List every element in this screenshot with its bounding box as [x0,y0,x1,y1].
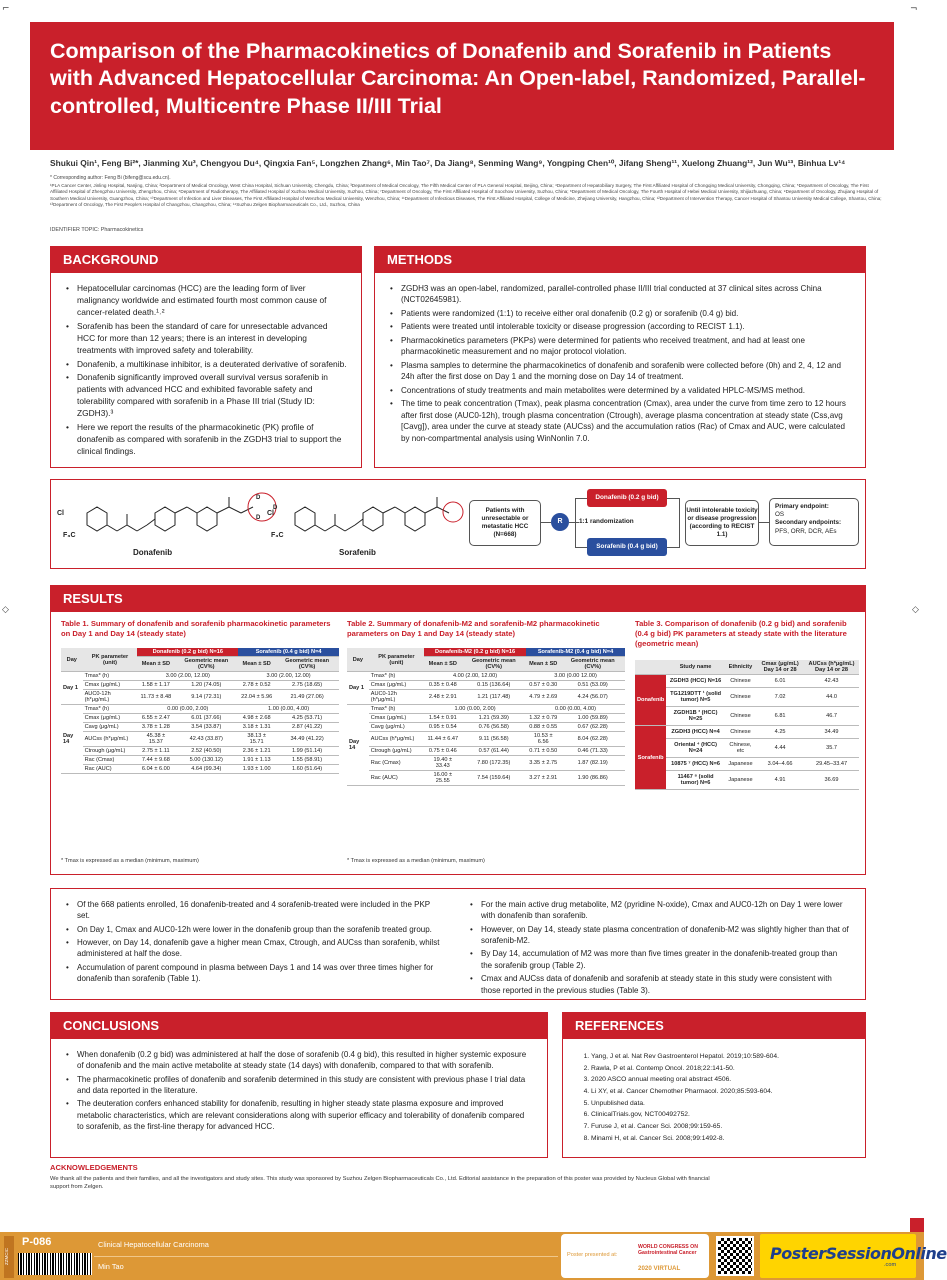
qr-code[interactable] [716,1236,754,1276]
poster-code: P-086 [22,1236,52,1248]
column-header: Mean ± SD [137,657,174,672]
connector [575,498,587,499]
column-header: AUCss (h*μg/mL) Day 14 or 28 [804,660,859,675]
results-section [50,585,866,875]
table-row [347,756,625,771]
table-cell: 4.44 [756,739,804,758]
table-cell: 3.00 (2.00, 12.00) [238,672,339,681]
randomization-ratio: 1:1 randomization [579,518,634,525]
barcode [18,1253,92,1275]
table-cell: 4.64 (99.34) [174,765,238,774]
column-header [635,660,666,675]
crop-mark: ◇ [2,605,9,615]
table-cell: 1.93 ± 1.00 [238,765,275,774]
drug-group-label: Donafenib [635,675,666,726]
methods-heading: METHODS [375,247,865,273]
donafenib-label: Donafenib [133,548,173,557]
table-cell: 0.88 ± 0.55 [526,723,560,732]
table-cell: 16.00 ± 25.55 [424,771,461,786]
table-cell: 36.69 [804,771,859,790]
secondary-endpoints-label: Secondary endpoints: [775,519,842,527]
study-cell: ZGDH3 (HCC) N=16 [666,675,724,688]
table-cell: 10.53 ± 6.56 [526,732,560,747]
column-header: Study name [666,660,724,675]
table-cell: 6.55 ± 2.47 [137,714,174,723]
table-row [347,714,625,723]
conclusions-list [51,1039,547,1133]
table-cell: 42.43 [804,675,859,688]
table-row [61,756,339,765]
list-item: • The time to peak concentration (Tmax), peak plasma concentration (Cmax), area under the curve from time zero to 12 hours after first dose (AUC0-12h), trough plasma concentration (Ctrough), average plasma concentration at steady state (Css,avg [Cavg]), area under the curve at steady state (AUCss) and the accumulation ratios (Rac) of Cmax and AUC, were calculated by non-compartmental analysis using WinNonlin 7.0. [389,398,851,444]
table-row [635,675,859,688]
table-cell: 22.04 ± 5.96 [238,690,275,705]
param-cell: AUCss (h*μg/mL) [369,732,424,747]
until-progression-box: Until intolerable toxicity or disease progression (according to RECIST 1.1) [685,500,759,546]
table-cell: 45.38 ± 15.37 [137,732,174,747]
param-cell: Cmax (μg/mL) [369,681,424,690]
table-row [347,732,625,747]
connector [679,498,680,548]
reference-item: 2. Rawla, P et al. Contemp Oncol. 2018;22:141-50. [591,1063,853,1075]
table-cell: 0.57 ± 0.30 [526,681,560,690]
table1-caption: Table 1. Summary of donafenib and sorafenib pharmacokinetic parameters on Day 1 and Day 14 (steady state) [61,619,331,638]
chlorine-label: Cl [267,510,274,517]
study-design-figure [50,479,866,569]
primary-endpoint: OS [775,511,785,519]
table-header-row [61,648,339,657]
param-cell: Cmax (μg/mL) [83,681,138,690]
param-cell: Cmax (μg/mL) [83,714,138,723]
table-cell: 38.13 ± 15.71 [238,732,275,747]
column-header: Geometric mean (CV%) [174,657,238,672]
footer-side-code: ZZMCIC [4,1236,14,1278]
column-header: Mean ± SD [526,657,560,672]
table-cell: Chinese [725,675,756,688]
table-cell: 2.48 ± 2.91 [424,690,461,705]
pso-logo-text: PosterSessionOnline [770,1244,947,1263]
connector [575,547,587,548]
conclusions-section [50,1012,548,1158]
table-cell: 3.00 (0.00 12.00) [526,672,625,681]
table-cell: 2.52 (40.50) [174,747,238,756]
day-label: Day 1 [61,672,83,705]
background-heading: BACKGROUND [51,247,361,273]
table-cell: 4.79 ± 2.69 [526,690,560,705]
congress-year: 2020 VIRTUAL [638,1265,681,1272]
methods-section [374,246,866,468]
chlorine-label: Cl [57,510,64,517]
table-cell: 6.01 [756,675,804,688]
table-cell: 1.00 (59.89) [560,714,625,723]
table-cell: 35.7 [804,739,859,758]
table-row [61,681,339,690]
table-cell: Chinese, etc [725,739,756,758]
table-header-row [347,648,625,657]
connector [575,498,576,548]
table2-footnote: * Tmax is expressed as a median (minimum, maximum) [347,858,485,864]
table-cell: 9.14 (72.31) [174,690,238,705]
randomization-node: R [551,513,569,531]
column-header: Sorafenib-M2 (0.4 g bid) N=4 [526,648,625,657]
table-cell: 11.73 ± 8.48 [137,690,174,705]
table-cell: 21.49 (27.06) [275,690,339,705]
background-list [51,273,361,458]
table-row [635,739,859,758]
list-item: • When donafenib (0.2 g bid) was administered at half the dose of sorafenib (0.4 g bid), this resulted in higher systemic exposure of donafenib and the main active metabolite at steady state (14 days) with donafenib, compared to that with sorafenib. [65,1049,533,1072]
list-item: • Cmax and AUCss data of donafenib and sorafenib at steady state in this study were consistent with those reported in the previous studies (Table 3). [469,973,849,996]
table-row [347,723,625,732]
table-cell: 46.7 [804,707,859,726]
table-cell: 2.78 ± 0.52 [238,681,275,690]
table-cell: 7.80 (172.35) [462,756,527,771]
table-cell: 6.04 ± 6.00 [137,765,174,774]
poster-title: Comparison of the Pharmacokinetics of Donafenib and Sorafenib in Patients with Advanced Hepatocellular Carcinoma: An Open-label, Randomized, Parallel-controlled, Multicentre Phase II/III Trial [50,39,866,118]
acknowledgements-heading: ACKNOWLEDGEMENTS [50,1163,138,1172]
list-item: • Accumulation of parent compound in plasma between Days 1 and 14 was over three times higher for donafenib than sorafenib (Table 1). [65,962,441,985]
day-label: Day 14 [347,705,369,786]
column-header: Donafenib-M2 (0.2 g bid) N=16 [424,648,526,657]
list-item: • ZGDH3 was an open-label, randomized, parallel-controlled phase II/III trial conducted at 37 clinical sites across China (NCT02645981). [389,283,851,306]
results-heading: RESULTS [51,586,865,612]
table-cell: 1.32 ± 0.79 [526,714,560,723]
table-cell: 3.00 (2.00, 12.00) [137,672,238,681]
table-cell: 0.46 (71.33) [560,747,625,756]
conclusions-heading: CONCLUSIONS [51,1013,547,1039]
table-cell: 1.00 (0.00, 4.00) [238,705,339,714]
table-cell: Japanese [725,771,756,790]
table-cell: 1.00 (0.00, 2.00) [424,705,526,714]
table-cell: 3.78 ± 1.28 [137,723,174,732]
table-cell: 3.18 ± 1.31 [238,723,275,732]
list-item: • Donafenib significantly improved overall survival versus sorafenib in patients with advanced HCC and exhibited favorable safety and tolerability compared with sorafenib in a Phase III trial (Study ID: ZGDH3).³ [65,372,347,420]
findings-right [455,889,863,998]
table-row [347,672,625,681]
secondary-endpoints: PFS, ORR, DCR, AEs [775,527,837,535]
table-cell: 1.54 ± 0.91 [424,714,461,723]
param-cell: AUC0-12h (h*μg/mL) [83,690,138,705]
table-cell: 34.49 (41.22) [275,732,339,747]
table-row [61,672,339,681]
table-row [61,732,339,747]
reference-item: 8. Minami H, et al. Cancer Sci. 2008;99:1492-8. [591,1133,853,1145]
reference-item: 6. ClinicalTrials.gov, NCT00492752. [591,1109,853,1121]
table-cell: 0.67 (62.28) [560,723,625,732]
table-cell: 1.55 (58.91) [275,756,339,765]
results-findings [50,888,866,1000]
table-row [61,723,339,732]
list-item: • Patients were treated until intolerable toxicity or disease progression (according to RECIST 1.1). [389,321,851,332]
day-label: Day 1 [347,672,369,705]
param-cell: AUC0-12h (h*μg/mL) [369,690,424,705]
corresponding-author: * Corresponding author: Feng Bi (bifeng@scu.edu.cn). [50,175,171,181]
table-cell: 0.95 ± 0.54 [424,723,461,732]
sorafenib-arm: Sorafenib (0.4 g bid) [587,538,667,556]
table-cell: 6.81 [756,707,804,726]
reference-item: 5. Unpublished data. [591,1098,853,1110]
deuterium-label: D [256,495,261,501]
table-cell: 0.71 ± 0.50 [526,747,560,756]
column-header: Cmax (μg/mL) Day 14 or 28 [756,660,804,675]
endpoints-box [769,498,859,546]
list-item: • Hepatocellular carcinomas (HCC) are the leading form of liver malignancy worldwide and estimated fourth most common cause of cancer-related death.¹˒² [65,283,347,319]
param-cell: Rac (Cmax) [369,756,424,771]
column-header: Geometric mean (CV%) [560,657,625,672]
cf3-label: F₃C [271,532,284,539]
column-header: Ethnicity [725,660,756,675]
table-cell: 4.25 (53.71) [275,714,339,723]
congress-name: WORLD CONGRESS ON Gastrointestinal Cancer [638,1244,698,1257]
study-cell: 11467 ⁸ (solid tumor) N=6 [666,771,724,790]
table-row [347,747,625,756]
connector [759,522,769,523]
table-cell: 7.44 ± 9.68 [137,756,174,765]
list-item: • On Day 1, Cmax and AUC0-12h were lower in the donafenib group than the sorafenib treated group. [65,924,441,935]
list-item: • Donafenib, a multikinase inhibitor, is a deuterated derivative of sorafenib. [65,359,347,371]
reference-item: 1. Yang, J et al. Nat Rev Gastroenterol Hepatol. 2019;10:589-604. [591,1051,853,1063]
table-cell: 8.04 (62.28) [560,732,625,747]
column-header: Mean ± SD [238,657,275,672]
table-cell: 29.45–33.47 [804,758,859,771]
table-cell: Japanese [725,758,756,771]
param-cell: Ctrough (μg/mL) [369,747,424,756]
list-item: • Plasma samples to determine the pharmacokinetics of donafenib and sorafenib were collected before (0h) and 2, 4, 12 and 24h after the first dose on Day 1 and the morning dose on Day 14 of treatment. [389,360,851,383]
sorafenib-label: Sorafenib [339,548,376,557]
identifier-topic: IDENTIFIER TOPIC: Pharmacokinetics [50,227,144,233]
table-cell: 3.04–4.66 [756,758,804,771]
table3 [635,660,859,790]
param-cell: Ctrough (μg/mL) [83,747,138,756]
table-row [635,688,859,707]
table-cell: Chinese [725,688,756,707]
table-cell: 2.75 (18.65) [275,681,339,690]
deuterium-label: D [273,505,278,511]
day-label: Day 14 [61,705,83,774]
table-cell: Chinese [725,726,756,739]
table-cell: 4.24 (56.07) [560,690,625,705]
table1 [61,648,339,774]
table-cell: 11.44 ± 6.47 [424,732,461,747]
table-row [61,690,339,705]
table-row [635,707,859,726]
list-item: • By Day 14, accumulation of M2 was more than five times greater in the donafenib-treated group than the sorafenib group (Table 2). [469,948,849,971]
references-heading: REFERENCES [563,1013,865,1039]
list-item: • Concentrations of study treatments and main metabolites were determined by a validated HPLC-MS/MS method. [389,385,851,396]
table-cell: 1.58 ± 1.17 [137,681,174,690]
study-cell: ZGDH3 (HCC) N=4 [666,726,724,739]
study-cell: 10875 ⁷ (HCC) N=6 [666,758,724,771]
study-cell: Oriental ⁴ (HCC) N=24 [666,739,724,758]
table-cell: 0.57 (61.44) [462,747,527,756]
param-cell: Cavg (μg/mL) [83,723,138,732]
table-cell: 1.99 (51.14) [275,747,339,756]
param-cell: Rac (Cmax) [83,756,138,765]
table-row [347,690,625,705]
param-cell: Tmax* (h) [369,672,424,681]
table-cell: 34.49 [804,726,859,739]
table-cell: 1.91 ± 1.13 [238,756,275,765]
param-cell: AUCss (h*μg/mL) [83,732,138,747]
footer-divider [94,1256,558,1257]
reference-item: 3. 2020 ASCO annual meeting oral abstract 4506. [591,1074,853,1086]
list-item: • Of the 668 patients enrolled, 16 donafenib-treated and 4 sorafenib-treated were included in the PKP set. [65,899,441,922]
list-item: • For the main active drug metabolite, M2 (pyridine N-oxide), Cmax and AUC0-12h on Day 1 were lower with donafenib than sorafenib. [469,899,849,922]
list-item: • The deuteration confers enhanced stability for donafenib, resulting in higher steady state plasma exposure and improved metabolic characteristics, which are relevant considerations along with superior efficacy and tolerability of donafenib compared to sorafenib, as the first-line therapy for advanced HCC. [65,1098,533,1132]
reference-item: 7. Furuse J, et al. Cancer Sci. 2008;99:159-65. [591,1121,853,1133]
table-cell: Chinese [725,707,756,726]
cf3-label: F₃C [63,532,76,539]
table-cell: 4.98 ± 2.68 [238,714,275,723]
patients-box: Patients with unresectable or metastatic HCC (N=668) [469,500,541,546]
list-item: • Patients were randomized (1:1) to receive either oral donafenib (0.2 g) or sorafenib (0.4 g) bid. [389,308,851,319]
param-cell: Cavg (μg/mL) [369,723,424,732]
table-cell: 4.00 (2.00, 12.00) [424,672,526,681]
crop-mark: ⌐ [2,4,10,14]
table-cell: 3.35 ± 2.75 [526,756,560,771]
column-header: PK parameter (unit) [369,648,424,672]
study-cell: ZGDH1B ³ (HCC) N=25 [666,707,724,726]
table-row [347,681,625,690]
table-cell: 1.87 (82.19) [560,756,625,771]
table-cell: 2.87 (41.22) [275,723,339,732]
table2 [347,648,625,786]
table-cell: 0.00 (0.00, 4.00) [526,705,625,714]
table-cell: 42.43 (33.87) [174,732,238,747]
table-cell: 7.54 (159.64) [462,771,527,786]
table-cell: 1.21 (59.39) [462,714,527,723]
list-item: • However, on Day 14, donafenib gave a higher mean Cmax, Ctrough, and AUCss than sorafenib, whilst administered at half the dose. [65,937,441,960]
table-cell: 0.75 ± 0.46 [424,747,461,756]
table-cell: 1.90 (86.86) [560,771,625,786]
pso-logo-suffix: .com [884,1262,897,1268]
affiliations: ¹PLA Cancer Center, Jinling Hospital, Nanjing, China; ²Department of Medical Oncology, West China Hospital, Sichuan University, Chengdu, China; ³Department of Medical Oncology, The Fifth Medical Center of PLA General Hospital, Beijing, China; ⁴Department of Hepatobiliary Surgery, The First Affiliated Hospital of Chongqing Medical University, Chongqing, China; ⁵Department of Oncology, The First Affiliated Hospital of Zhengzhou University, Zhengzhou, China; ⁶Department of Radiotherapy, The Affiliated Hospital of Xuzhou Medical University, Xuzhou, China; ⁷Department of Oncology, The First Affiliated Hospital of Soochow University, Suzhou, China; ⁸Department of Medical Oncology, The Fourth Hospital of Hebei Medical University, Shijiazhuang, China; ⁹Department of Oncology, Zhujiang Hospital of Southern Medical University, Guangzhou, China; ¹⁰Department of Infection and Liver Diseases, The First Affiliated Hospital of Wenzhou Medical University, Wenzhou, China; ¹¹Department of Infectious Diseases, The First Affiliated Hospital, College of Medicine, Zhejiang University, Hangzhou, China; ¹²Department of Intervention Therapy, Cancer Hospital of Shantou University Medical College, Shantou, China; ¹³Department of Oncology, The First People's Hospital of Changzhou, Changzhou, China; ¹⁴Suzhou Zelgen Biopharmaceuticals Co., Ltd., Suzhou, China [50,183,882,208]
table-cell: 1.21 (117.48) [462,690,527,705]
table-cell: 1.20 (74.05) [174,681,238,690]
table-cell: 44.0 [804,688,859,707]
table-cell: 0.76 (56.58) [462,723,527,732]
column-header: Day [61,648,83,672]
table-row [61,747,339,756]
background-section [50,246,362,468]
references-section [562,1012,866,1158]
table-cell: 0.00 (0.00, 2.00) [137,705,238,714]
list-item: • Pharmacokinetics parameters (PKPs) were determined for patients who received treatment, and had at least one pharmacokinetic measurement and no major protocol violation. [389,335,851,358]
references-list [563,1039,865,1144]
crop-mark: ◇ [912,605,919,615]
primary-endpoint-label: Primary endpoint: [775,503,829,510]
column-header: Donafenib (0.2 g bid) N=16 [137,648,238,657]
param-cell: Rac (AUC) [83,765,138,774]
study-cell: TG1219DTT ¹ (solid tumor) N=5 [666,688,724,707]
param-cell: Cmax (μg/mL) [369,714,424,723]
connector [541,522,551,523]
table-cell: 19.40 ± 33.43 [424,756,461,771]
table-header-row [635,660,859,675]
methods-list [375,273,865,444]
reference-item: 4. Li XY, et al. Cancer Chemother Pharmacol. 2020;85:593-604. [591,1086,853,1098]
table-cell: 0.15 (136.64) [462,681,527,690]
table-cell: 3.54 (33.87) [174,723,238,732]
table-cell: 1.60 (51.64) [275,765,339,774]
table-cell: 0.35 ± 0.48 [424,681,461,690]
param-cell: Tmax* (h) [83,705,138,714]
table-row [61,705,339,714]
table-cell: 6.01 (37.66) [174,714,238,723]
column-header: Sorafenib (0.4 g bid) N=4 [238,648,339,657]
table-row [635,771,859,790]
table-row [347,705,625,714]
list-item: • The pharmacokinetic profiles of donafenib and sorafenib determined in this study are consistent with previous phase I trial data and data reported in the literature. [65,1074,533,1097]
column-header: Geometric mean (CV%) [462,657,527,672]
table1-footnote: * Tmax is expressed as a median (minimum, maximum) [61,858,199,864]
param-cell: Tmax* (h) [83,672,138,681]
table-cell: 0.51 (53.09) [560,681,625,690]
poster-category: Clinical Hepatocellular Carcinoma [98,1240,209,1249]
drug-group-label: Sorafenib [635,726,666,790]
table-cell: 4.91 [756,771,804,790]
param-cell: Tmax* (h) [369,705,424,714]
connector [667,498,679,499]
author-list: Shukui Qin¹, Feng Bi²*, Jianming Xu³, Chengyou Du⁴, Qingxia Fan⁵, Longzhen Zhang⁶, Min Tao⁷, Da Jiang⁸, Senming Wang⁹, Yongping Chen¹⁰, Jifang Sheng¹¹, Xuelong Zhuang¹², Jun Wu¹³, Binhua Lv¹⁴ [50,158,846,168]
findings-left [51,889,455,987]
poster-presenter: Min Tao [98,1262,124,1271]
deuterium-label: D [256,515,261,521]
table-cell: 5.00 (130.12) [174,756,238,765]
list-item: • Sorafenib has been the standard of care for unresectable advanced HCC for more than 12 years; there is an interest in developing treatments with improved safety and tolerability. [65,321,347,357]
table-row [635,758,859,771]
crop-mark: ¬ [910,4,918,14]
column-header: PK parameter (unit) [83,648,138,672]
table-cell: 9.11 (56.58) [462,732,527,747]
table-cell: 4.25 [756,726,804,739]
table-row [635,726,859,739]
param-cell: Rac (AUC) [369,771,424,786]
donafenib-arm: Donafenib (0.2 g bid) [587,489,667,507]
table-row [61,765,339,774]
table-row [347,771,625,786]
table-cell: 7.02 [756,688,804,707]
connector [667,547,679,548]
connector [569,522,579,523]
table-row [61,714,339,723]
column-header: Mean ± SD [424,657,461,672]
column-header: Day [347,648,369,672]
list-item: • Here we report the results of the pharmacokinetic (PK) profile of donafenib as compared with sorafenib in the ZGDH3 trial to support the clinical findings. [65,422,347,458]
presented-at-label: Poster presented at: [567,1252,618,1258]
table-cell: 3.27 ± 2.91 [526,771,560,786]
table-cell: 2.75 ± 1.11 [137,747,174,756]
column-header: Geometric mean (CV%) [275,657,339,672]
table-cell: 2.36 ± 1.21 [238,747,275,756]
list-item: • However, on Day 14, steady state plasma concentration of donafenib-M2 was slightly higher than that of sorafenib-M2. [469,924,849,947]
acknowledgements-text: We thank all the patients and their families, and all the investigators and study sites. This study was sponsored by Suzhou Zelgen Biopharmaceuticals Co., Ltd. Editorial assistance in the preparation of this poster was provided by Nucleus Global with financial support from Zelgen. [50,1176,710,1191]
poster-header [30,22,894,150]
table3-caption: Table 3. Comparison of donafenib (0.2 g bid) and sorafenib (0.4 g bid) PK parameters at steady state with the literature (geometric mean) [635,619,847,648]
table2-caption: Table 2. Summary of donafenib-M2 and sorafenib-M2 pharmacokinetic parameters on Day 1 and Day 14 (steady state) [347,619,600,638]
